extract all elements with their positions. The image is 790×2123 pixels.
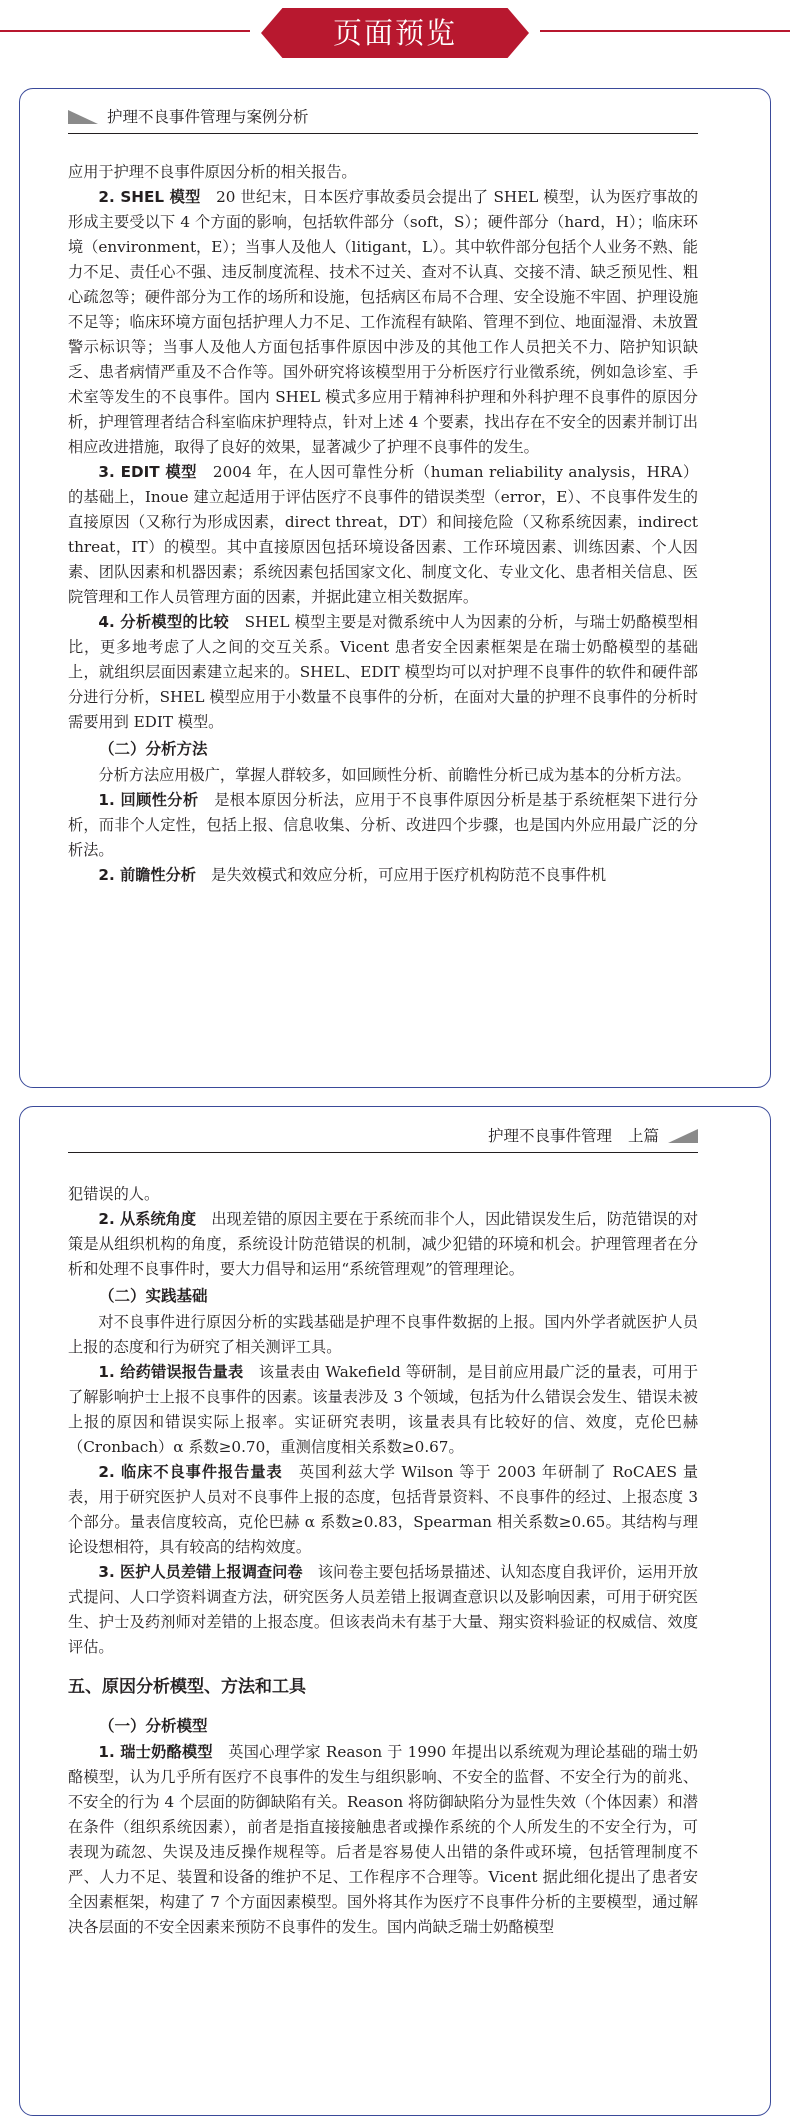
paragraph-text: 英国心理学家 Reason 于 1990 年提出以系统观为理论基础的瑞士奶酪模型，认为几乎所有医疗不良事件的发生与组织影响、不安全的监督、不安全行为的前兆、不安全的行为 4 个层面的防御缺陷有关。Reason 将防御缺陷分为显性失效（个体因素）和潜在条件（组织系统因素），前者是指直接接触患者或操作系统的个人所发生的不安全行为，可表现为疏忽、失误及违反操作规程等。后者是容易使人出错的条件或环境，包括管理制度不严、人力不足、装置和设备的维护不足、工作程序不合理等。Vicent 据此细化提出了患者安全因素框架，构建了 7 个方面因素模型。国外将其作为医疗不良事件分析的主要模型，通过解决各层面的不安全因素来预防不良事件的发生。国内尚缺乏瑞士奶酪模型 <box>68 1743 698 1936</box>
paragraph-heading: 2. 前瞻性分析 <box>98 866 196 884</box>
banner-rule-right <box>540 30 790 32</box>
running-head-mark-2 <box>668 1129 698 1143</box>
running-head-part: 上篇 <box>627 1127 659 1145</box>
paragraph: 对不良事件进行原因分析的实践基础是护理不良事件数据的上报。国内外学者就医护人员上报的态度和行为研究了相关测评工具。 <box>68 1313 698 1356</box>
paragraph-retrospective <box>68 788 698 863</box>
paragraph-medication-scale <box>68 1360 698 1460</box>
paragraph: 犯错误的人。 <box>68 1185 160 1203</box>
paragraph-text: 2004 年，在人因可靠性分析（human reliability analysis，HRA）的基础上，Inoue 建立起适用于评估医疗不良事件的错误类型（error，E）、不良事件发生的直接原因（又称行为形成因素，direct threat，DT）和间接危险（又称系统因素，indirect threat，IT）的模型。其中直接原因包括环境设备因素、工作环境因素、训练因素、个人因素、团队因素和机器因素；系统因素包括国家文化、制度文化、专业文化、患者相关信息、医院管理和工作人员管理方面的因素，并据此建立相关数据库。 <box>68 463 699 606</box>
paragraph-heading: 3. EDIT 模型 <box>98 463 198 481</box>
paragraph-heading: 4. 分析模型的比较 <box>98 613 230 631</box>
paragraph-clinical-scale <box>68 1460 698 1560</box>
section-heading-methods: （二）分析方法 <box>99 740 208 758</box>
paragraph: 应用于护理不良事件原因分析的相关报告。 <box>68 163 357 181</box>
running-head-mark-1 <box>68 110 98 124</box>
paragraph-text: 英国利兹大学 Wilson 等于 2003 年研制了 RoCAES 量表，用于研究医护人员对不良事件上报的态度，包括背景资料、不良事件的经过、上报态度 3 个部分。量表信度较高，克伦巴赫 α 系数≥0.83，Spearman 相关系数≥0.65。其结构与理论设想相符，具有较高的结构效度。 <box>68 1463 699 1556</box>
paragraph-system <box>68 1207 698 1282</box>
section-heading-practice: （二）实践基础 <box>99 1287 208 1305</box>
banner-rule-left <box>0 30 250 32</box>
running-head-1 <box>68 105 698 134</box>
paragraph-edit <box>68 460 698 610</box>
paragraph-questionnaire <box>68 1560 698 1660</box>
paragraph-text: 出现差错的原因主要在于系统而非个人，因此错误发生后，防范错误的对策是从组织机构的角度，系统设计防范错误的机制，减少犯错的环境和机会。护理管理者在分析和处理不良事件时，要大力倡导和运用“系统管理观”的管理理论。 <box>68 1210 699 1278</box>
page-1-body <box>68 160 698 888</box>
preview-banner <box>0 0 790 66</box>
paragraph-heading: 2. 从系统角度 <box>98 1210 197 1228</box>
paragraph-heading: 3. 医护人员差错上报调查问卷 <box>98 1563 303 1581</box>
paragraph-text: 20 世纪末，日本医疗事故委员会提出了 SHEL 模型，认为医疗事故的形成主要受以下 4 个方面的影响，包括软件部分（soft，S）；硬件部分（hard，H）；临床环境（environment，E）；当事人及他人（litigant，L）。其中软件部分包括个人业务不熟、能力不足、责任心不强、违反制度流程、技术不过关、查对不认真、交接不清、缺乏预见性、粗心疏忽等；硬件部分为工作的场所和设施，包括病区布局不合理、安全设施不牢固、护理设施不足等；临床环境方面包括护理人力不足、工作流程有缺陷、管理不到位、地面湿滑、未放置警示标识等；当事人及他人方面包括事件原因中涉及的其他工作人员把关不力、陪护知识缺乏、患者病情严重及不合作等。国外研究将该模型用于分析医疗行业徵系统，例如急诊室、手术室等发生的不良事件。国内 SHEL 模式多应用于精神科护理和外科护理不良事件的原因分析，护理管理者结合科室临床护理特点，针对上述 4 个要素，找出存在不安全的因素并制订出相应改进措施，取得了良好的效果，显著减少了护理不良事件的发生。 <box>68 188 699 456</box>
running-head-2 <box>68 1124 698 1153</box>
paragraph-text: 是根本原因分析法，应用于不良事件原因分析是基于系统框架下进行分析，而非个人定性，包括上报、信息收集、分析、改进四个步骤，也是国内外应用最广泛的分析法。 <box>68 791 699 859</box>
paragraph-prospective <box>68 863 698 888</box>
paragraph-heading: 1. 给药错误报告量表 <box>98 1363 244 1381</box>
paragraph: 分析方法应用极广，掌握人群较多，如回顾性分析、前瞻性分析已成为基本的分析方法。 <box>98 766 691 784</box>
paragraph-heading: 1. 瑞士奶酪模型 <box>98 1743 213 1761</box>
running-head-text-1: 护理不良事件管理与案例分析 <box>107 108 309 126</box>
banner-title: 页面预览 <box>332 16 457 50</box>
paragraph-compare <box>68 610 698 735</box>
paragraph-text: 是失效模式和效应分析，可应用于医疗机构防范不良事件机 <box>211 866 607 884</box>
paragraph-swiss-cheese <box>68 1740 698 1940</box>
paragraph-shel <box>68 185 698 460</box>
paragraph-text: SHEL 模型主要是对微系统中人为因素的分析，与瑞士奶酪模型相比，更多地考虑了人之间的交互关系。Vicent 患者安全因素框架是在瑞士奶酪模型的基础上，就组织层面因素建立起来的。SHEL、EDIT 模型均可以对护理不良事件的软件和硬件部分进行分析，SHEL 模型应用于小数量不良事件的分析，在面对大量的护理不良事件的分析时需要用到 EDIT 模型。 <box>68 613 698 731</box>
paragraph-heading: 2. SHEL 模型 <box>98 188 201 206</box>
paragraph-heading: 1. 回顾性分析 <box>98 791 199 809</box>
section-heading-models: （一）分析模型 <box>99 1717 208 1735</box>
paragraph-text: 该量表由 Wakefield 等研制，是目前应用最广泛的量表，可用于了解影响护士上报不良事件的因素。该量表涉及 3 个领域，包括为什么错误会发生、错误未被上报的原因和错误实际上报率。实证研究表明，该量表具有比较好的信、效度，克伦巴赫（Cronbach）α 系数≥0.70，重测信度相关系数≥0.67。 <box>68 1363 699 1456</box>
paragraph-heading: 2. 临床不良事件报告量表 <box>98 1463 283 1481</box>
page-2-body <box>68 1182 698 1940</box>
paragraph-text: 该问卷主要包括场景描述、认知态度自我评价，运用开放式提问、人口学资料调查方法，研究医务人员差错上报调查意识以及影响因素，可用于研究医生、护士及药剂师对差错的上报态度。但该表尚未有基于大量、翔实资料验证的权威信、效度评估。 <box>68 1563 699 1656</box>
chapter-heading: 五、原因分析模型、方法和工具 <box>68 1677 306 1697</box>
running-head-text-2: 护理不良事件管理 <box>487 1127 612 1145</box>
